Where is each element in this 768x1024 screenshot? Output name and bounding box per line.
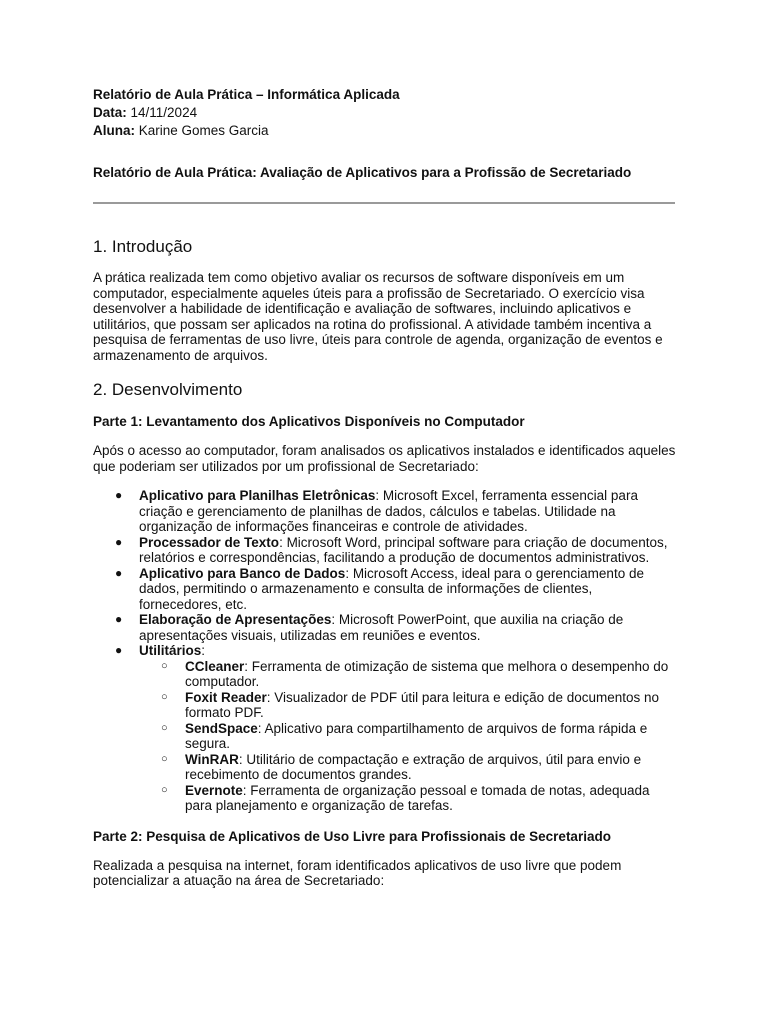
- part2-heading: Parte 2: Pesquisa de Aplicativos de Uso Livre para Profissionais de Secretariado: [93, 828, 611, 844]
- item-term: Aplicativo para Planilhas Eletrônicas: [139, 488, 376, 503]
- applications-list: [93, 488, 677, 814]
- date-line: [93, 104, 677, 122]
- date-label: Data:: [93, 105, 127, 120]
- student-value: Karine Gomes Garcia: [135, 123, 269, 138]
- sublist-item: [139, 659, 677, 690]
- sub-item-term: Foxit Reader: [185, 689, 267, 705]
- bullet-icon: ●: [115, 612, 123, 626]
- circle-bullet-icon: ○: [161, 721, 168, 734]
- circle-bullet-icon: ○: [161, 690, 168, 703]
- date-value: 14/11/2024: [126, 105, 198, 120]
- utilities-sublist: [139, 659, 677, 814]
- student-label: Aluna:: [93, 123, 135, 138]
- part1-heading: Parte 1: Levantamento dos Aplicativos Disponíveis no Computador: [93, 414, 525, 429]
- bullet-icon: ●: [115, 643, 123, 657]
- sub-item-term: SendSpace: [185, 720, 258, 736]
- item-description: : Microsoft Excel, ferramenta essencial para criação e gerenciamento de planilhas de dados, cálculos e tabelas. Utilidade na organização de informações financeiras e controle de atividades.: [139, 488, 638, 534]
- part2-intro-paragraph: Realizada a pesquisa na internet, foram identificados aplicativos de uso livre que podem potencializar a atuação na área de Secretariado:: [93, 857, 622, 888]
- circle-bullet-icon: ○: [161, 659, 168, 672]
- horizontal-divider: [93, 202, 675, 204]
- sublist-item: [139, 690, 677, 721]
- circle-bullet-icon: ○: [161, 752, 168, 765]
- section-heading-desenvolvimento: 2. Desenvolvimento: [93, 380, 243, 399]
- list-item-utilitarios: [93, 643, 677, 814]
- report-title: Relatório de Aula Prática: Avaliação de Aplicativos para a Profissão de Secretariado: [93, 165, 632, 180]
- circle-bullet-icon: ○: [161, 783, 168, 796]
- sublist-item: [139, 783, 677, 814]
- sub-item-description: : Ferramenta de otimização de sistema que melhora o desempenho do computador.: [185, 658, 669, 689]
- sublist-item: [139, 752, 677, 783]
- sub-item-description: : Ferramenta de organização pessoal e tomada de notas, adequada para planejamento e organização de tarefas.: [185, 782, 650, 813]
- introduction-paragraph: A prática realizada tem como objetivo avaliar os recursos de software disponíveis em um computador, especialmente aqueles úteis para a profissão de Secretariado. O exercício visa desenvolver a habilidade de identificação e avaliação de softwares, incluindo aplicativos e utilitários, que possam ser aplicados na rotina do profissional. A atividade também incentiva a pesquisa de ferramentas de uso livre, úteis para controle de agenda, organização de eventos e armazenamento de arquivos.: [93, 270, 663, 363]
- item-description: : Microsoft PowerPoint, que auxilia na criação de apresentações visuais, utilizadas em reuniões e eventos.: [139, 612, 624, 643]
- list-item: [93, 566, 677, 613]
- bullet-icon: ●: [115, 565, 123, 580]
- item-description: :: [201, 643, 206, 658]
- list-item: [93, 488, 677, 535]
- sublist-item: [139, 721, 677, 752]
- item-description: : Microsoft Access, ideal para o gerenciamento de dados, permitindo o armazenamento e consulta de informações de clientes, fornecedores, etc.: [139, 565, 644, 612]
- item-term: Utilitários: [139, 643, 202, 658]
- document-header-title: Relatório de Aula Prática – Informática Aplicada: [93, 87, 400, 102]
- item-term: Processador de Texto: [139, 534, 280, 550]
- bullet-icon: ●: [115, 534, 123, 549]
- sub-item-description: : Visualizador de PDF útil para leitura e edição de documentos no formato PDF.: [185, 689, 660, 720]
- sub-item-term: CCleaner: [185, 658, 245, 674]
- part1-intro-paragraph: Após o acesso ao computador, foram analisados os aplicativos instalados e identificados aqueles que poderiam ser utilizados por um profissional de Secretariado:: [93, 443, 676, 474]
- student-line: [93, 122, 677, 140]
- sub-item-term: Evernote: [185, 782, 243, 798]
- bullet-icon: ●: [115, 488, 123, 502]
- sub-item-description: : Utilitário de compactação e extração de arquivos, útil para envio e recebimento de documentos grandes.: [185, 751, 642, 782]
- item-description: : Microsoft Word, principal software para criação de documentos, relatórios e correspondências, facilitando a produção de documentos administrativos.: [139, 534, 668, 565]
- list-item: [93, 612, 677, 643]
- sub-item-description: : Aplicativo para compartilhamento de arquivos de forma rápida e segura.: [185, 720, 648, 751]
- sub-item-term: WinRAR: [185, 751, 239, 767]
- item-term: Elaboração de Apresentações: [139, 612, 332, 627]
- document-page: [93, 86, 677, 889]
- list-item: [93, 535, 677, 566]
- section-heading-introducao: 1. Introdução: [93, 237, 193, 256]
- item-term: Aplicativo para Banco de Dados: [139, 565, 346, 581]
